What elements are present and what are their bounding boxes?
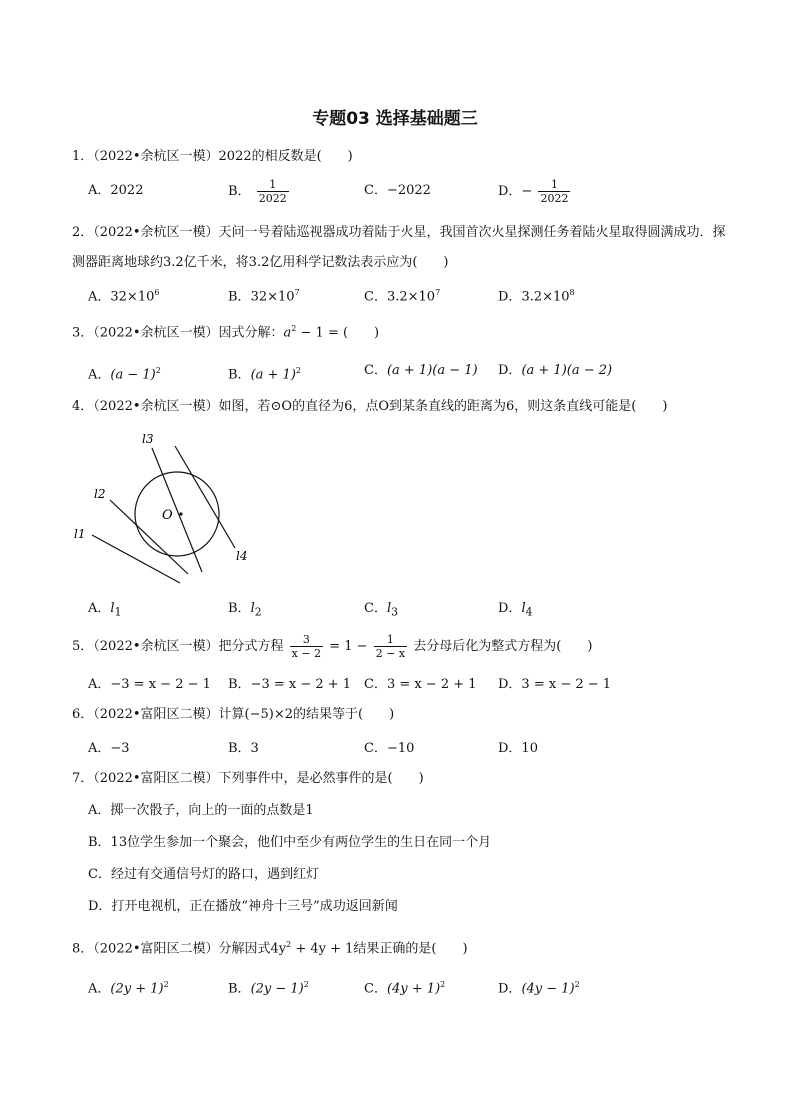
q2-c-base: 3.2×10 (386, 289, 436, 305)
q3-option-c (364, 358, 478, 384)
q8-a-text: (2y + 1) (110, 981, 164, 997)
q3-option-b (228, 358, 301, 388)
q5-f1-denominator: x − 2 (291, 647, 322, 660)
q8-option-c (364, 972, 445, 1002)
q8-option-b (228, 972, 309, 1002)
q8-option-a (88, 972, 169, 1002)
circle-lines-figure (72, 428, 252, 593)
q1-option-b-label: B． (228, 184, 251, 199)
q1-option-b-fraction (257, 178, 289, 205)
question-8-options (88, 972, 728, 998)
q4-c-label: C． (364, 601, 387, 616)
q5-f2-numerator: 1 (374, 633, 407, 647)
line-l1 (92, 535, 180, 583)
q8-stem-prefix: 8．（2022•富阳区二模）分解因式4y (72, 941, 287, 957)
q7-option-a: A．掷一次骰子，向上的一面的点数是1 (88, 803, 314, 818)
q4-d-sub: 4 (525, 605, 533, 619)
q4-option-d (498, 596, 533, 626)
q3-a-text: (a − 1) (110, 367, 156, 383)
q1-option-d (498, 178, 572, 205)
q1-d-numerator: 1 (538, 178, 570, 192)
q2-d-exponent: 8 (569, 288, 575, 297)
q3-d-label: D． (498, 363, 522, 378)
q7-option-b: B．13位学生参加一个聚会，他们中至少有两位学生的生日在同一个月 (88, 835, 492, 850)
q2-d-base: 3.2×10 (521, 289, 570, 305)
q6-option-c: C．−10 (364, 741, 415, 756)
q3-stem-exp: 2 (291, 324, 297, 333)
q8-b-label: B． (228, 981, 251, 997)
q8-stem-suffix: + 4y + 1结果正确的是( ) (291, 941, 468, 957)
q5-fraction-1 (290, 633, 323, 660)
q2-c-exponent: 7 (435, 288, 441, 297)
q5-stem-suffix: 去分母后化为整式方程为( ) (413, 639, 593, 654)
q3-b-label: B． (228, 367, 251, 383)
q2-option-d (498, 280, 575, 310)
q3-c-label: C． (364, 363, 387, 378)
q3-stem-var: a (283, 325, 292, 341)
q8-a-exp: 2 (163, 980, 169, 989)
q7-option-d: D．打开电视机，正在播放“神舟十三号”成功返回新闻 (88, 899, 398, 914)
question-6-stem: 6．（2022•富阳区二模）计算(−5)×2的结果等于( ) (72, 707, 395, 722)
q2-d-label: D． (498, 289, 522, 305)
q8-c-exp: 2 (440, 980, 446, 989)
q2-option-b (228, 280, 300, 310)
q2-b-exponent: 7 (294, 288, 300, 297)
q8-a-label: A． (88, 981, 111, 997)
q4-a-sub: 1 (114, 605, 122, 619)
q5-option-a: A．−3 = x − 2 − 1 (88, 677, 211, 692)
q1-option-a: A．2022 (88, 183, 144, 198)
q8-d-text: (4y − 1) (521, 981, 575, 997)
q4-a-label: A． (88, 601, 111, 616)
q4-d-var: l (521, 601, 526, 616)
q6-option-b: B．3 (228, 741, 259, 756)
question-4-stem: 4．（2022•余杭区一模）如图，若⊙O的直径为6，点O到某条直线的距离为6，则这条直线可能是( ) (72, 399, 668, 414)
q8-d-label: D． (498, 981, 522, 997)
q2-c-label: C． (364, 289, 387, 305)
q3-a-exp: 2 (155, 366, 161, 375)
label-l1: l1 (74, 527, 86, 541)
line-l2 (110, 500, 188, 574)
question-1-stem: 1．（2022•余杭区一模）2022的相反数是( ) (72, 149, 353, 164)
q4-b-label: B． (228, 601, 251, 616)
q6-option-a: A．−3 (88, 741, 130, 756)
q5-stem-prefix: 5．（2022•余杭区一模）把分式方程 (72, 639, 284, 654)
q7-option-c: C．经过有交通信号灯的路口，遇到红灯 (88, 867, 319, 882)
q3-a-label: A． (88, 367, 111, 383)
label-o: O (162, 508, 173, 523)
q8-d-exp: 2 (574, 980, 580, 989)
q8-option-d (498, 972, 580, 1002)
q4-d-label: D． (498, 601, 522, 616)
q8-c-text: (4y + 1) (386, 981, 441, 997)
q4-c-var: l (386, 601, 392, 616)
q8-b-exp: 2 (303, 980, 309, 989)
q2-option-a (88, 280, 159, 310)
q3-c-text: (a + 1)(a − 1) (386, 363, 478, 378)
q5-f2-denominator: 2 − x (375, 647, 406, 660)
label-l2: l2 (94, 487, 106, 501)
q2-option-c (364, 280, 440, 310)
q4-b-sub: 2 (254, 605, 262, 619)
question-3-stem (72, 318, 732, 344)
question-8-stem (72, 934, 732, 960)
q8-b-text: (2y − 1) (250, 981, 304, 997)
q1-b-numerator: 1 (257, 178, 289, 192)
q2-a-label: A． (88, 289, 111, 305)
q5-fraction-2 (374, 633, 407, 660)
label-l3: l3 (142, 432, 154, 446)
q4-c-sub: 3 (391, 605, 399, 619)
q8-stem-exp: 2 (286, 940, 292, 949)
question-5-options (88, 672, 728, 698)
q1-b-denominator: 2022 (258, 192, 287, 205)
q4-option-b (228, 596, 262, 626)
question-4-options (88, 596, 728, 622)
question-6-options (88, 736, 728, 762)
question-1-options (88, 178, 728, 204)
line-l3 (152, 448, 202, 572)
q4-a-var: l (110, 601, 115, 616)
q2-a-exponent: 6 (154, 288, 160, 297)
q1-option-d-label: D．− (498, 184, 533, 199)
q5-stem-mid: = 1 − (329, 639, 368, 654)
q4-option-c (364, 596, 398, 626)
q5-option-b: B．−3 = x − 2 + 1 (228, 677, 352, 692)
q1-option-c: C．−2022 (364, 183, 431, 198)
question-2-options (88, 280, 728, 306)
q2-b-base: 32×10 (250, 289, 295, 305)
q1-option-d-fraction (538, 178, 570, 205)
line-l4 (175, 446, 235, 548)
q3-option-d (498, 358, 612, 384)
circle-o (135, 472, 219, 556)
q6-option-d: D．10 (498, 741, 538, 756)
q4-b-var: l (250, 601, 255, 616)
q3-option-a (88, 358, 161, 388)
question-3-options (88, 358, 728, 384)
q5-f1-numerator: 3 (290, 633, 323, 647)
q3-stem-suffix: − 1 = ( ) (296, 325, 380, 341)
q1-option-b (228, 178, 291, 205)
q8-c-label: C． (364, 981, 387, 997)
q3-b-exp: 2 (295, 366, 301, 375)
q2-b-label: B． (228, 289, 251, 305)
q3-d-text: (a + 1)(a − 2) (521, 363, 613, 378)
q3-stem-prefix: 3．（2022•余杭区一模）因式分解： (72, 325, 284, 341)
q2-a-base: 32×10 (110, 289, 155, 305)
question-5-stem (72, 632, 732, 662)
question-7-stem: 7．（2022•富阳区二模）下列事件中，是必然事件的是( ) (72, 771, 424, 786)
center-point-o (179, 512, 182, 515)
question-2-stem: 2．（2022•余杭区一模）天问一号着陆巡视器成功着陆于火星，我国首次火星探测任务着陆火星取得圆满成功．探测器距离地球约3.2亿千米，将3.2亿用科学记数法表示应为( ) (72, 225, 726, 270)
page-title: 专题03 选择基础题三 (312, 109, 478, 129)
q3-b-text: (a + 1) (250, 367, 296, 383)
q5-option-d: D．3 = x − 2 − 1 (498, 677, 612, 692)
q1-d-denominator: 2022 (540, 192, 569, 205)
label-l4: l4 (236, 549, 248, 563)
q4-option-a (88, 596, 121, 626)
q5-option-c: C．3 = x − 2 + 1 (364, 677, 477, 692)
